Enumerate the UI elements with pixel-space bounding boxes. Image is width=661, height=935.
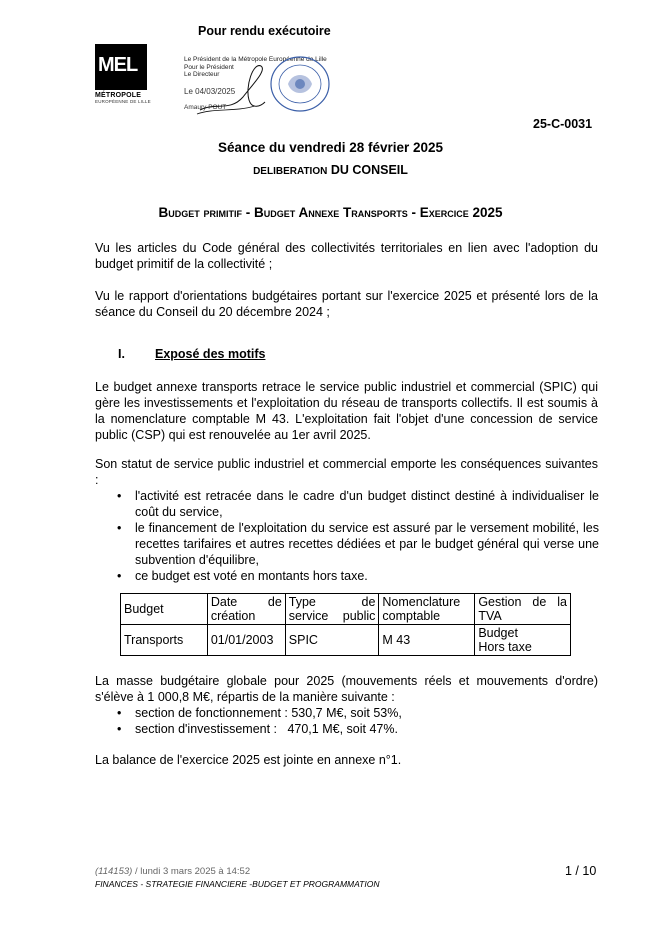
table-header-row xyxy=(121,594,571,625)
bullet-icon: • xyxy=(117,569,122,583)
signature-line: Le Directeur xyxy=(184,71,220,78)
list-item: • le financement de l'exploitation du service est assuré par le versement mobilité, les recettes tarifaires et autres recettes dédiées et par le budget général qui verse une subvention d'équilibre, xyxy=(117,521,599,567)
signature-name: Amaury POUT xyxy=(184,104,227,111)
list-item: • section d'investissement : 470,1 M€, soit 47%. xyxy=(117,722,398,736)
table-header-cell: Gestion de la TVA xyxy=(475,594,571,625)
page-number: 1 / 10 xyxy=(565,864,597,878)
vat-line: Hors taxe xyxy=(478,640,532,654)
mel-logo xyxy=(95,44,151,104)
table-cell: SPIC xyxy=(285,625,379,656)
body-paragraph: Son statut de service public industriel et commercial emporte les conséquences suivantes : xyxy=(95,457,598,487)
table-header-cell: Type de service public xyxy=(285,594,379,625)
budget-info-table xyxy=(120,593,571,656)
table-cell: M 43 xyxy=(379,625,475,656)
executory-note: Pour rendu exécutoire xyxy=(198,24,331,38)
intro-paragraph: Vu les articles du Code général des collectivités territoriales en lien avec l'adoption du budget primitif de la collectivité ; xyxy=(95,241,598,271)
bullet-icon: • xyxy=(117,706,122,720)
table-header-cell: Date de création xyxy=(207,594,285,625)
bullet-icon: • xyxy=(117,722,122,736)
list-item: • ce budget est voté en montants hors taxe. xyxy=(117,569,368,583)
official-seal xyxy=(262,54,332,114)
main-title xyxy=(0,205,661,220)
session-title: Séance du vendredi 28 février 2025 xyxy=(217,140,444,155)
deliberation-reference: 25-C-0031 xyxy=(533,117,593,131)
signature-line: Le Président de la Métropole Européenne de Lille xyxy=(184,56,327,63)
list-item: • l'activité est retracée dans le cadre d'un budget distinct destiné à individualiser le coût du service, xyxy=(117,489,599,519)
table-header-cell: Nomenclature comptable xyxy=(379,594,475,625)
section-heading xyxy=(118,347,265,361)
section-number: I. xyxy=(118,347,125,361)
intro-paragraph: Vu le rapport d'orientations budgétaires portant sur l'exercice 2025 et présenté lors de la séance du Conseil du 20 décembre 2024 ; xyxy=(95,289,598,319)
consequences-list xyxy=(113,488,599,584)
logo-subtitle: MÉTROPOLE xyxy=(95,92,142,99)
table-cell: 01/01/2003 xyxy=(207,625,285,656)
footer-info xyxy=(95,866,379,890)
deliberation-word: DELIBERATION xyxy=(253,166,328,177)
bullet-icon: • xyxy=(117,489,122,503)
table-cell: Transports xyxy=(121,625,208,656)
body-paragraph: Le budget annexe transports retrace le service public industriel et commercial (SPIC) qui gère les investissements et l'exploitation du réseau de transports collectifs. Il est soumis à la nomenclature comptable M 43. L'exploitation fait l'objet d'une concession de service public (CSP) qui est renouvelée au 1er avril 2025. xyxy=(95,380,598,442)
logo-text: MEL xyxy=(98,54,138,76)
budget-split-list xyxy=(113,705,599,737)
signature-date: Le 04/03/2025 xyxy=(184,87,236,96)
bullet-icon: • xyxy=(117,521,122,535)
section-title: Exposé des motifs xyxy=(155,347,266,361)
body-paragraph: La balance de l'exercice 2025 est jointe en annexe n°1. xyxy=(95,753,402,767)
body-paragraph: La masse budgétaire globale pour 2025 (mouvements réels et mouvements d'ordre) s'élève à 1 000,8 M€, répartis de la manière suivante : xyxy=(95,674,598,704)
vat-line: Budget xyxy=(478,626,518,640)
signature-line: Pour le Président xyxy=(184,63,234,71)
footer-id: (114153) xyxy=(95,866,133,877)
table-header-cell: Budget xyxy=(121,594,208,625)
deliberation-council: DU CONSEIL xyxy=(327,163,408,177)
list-item: • section de fonctionnement : 530,7 M€, soit 53%, xyxy=(117,706,402,720)
logo-tagline: EUROPÉENNE DE LILLE xyxy=(95,99,151,104)
footer-timestamp: / lundi 3 mars 2025 à 14:52 xyxy=(132,866,251,877)
table-row xyxy=(121,625,571,656)
footer-department: FINANCES - STRATEGIE FINANCIERE -BUDGET ET PROGRAMMATION xyxy=(95,879,380,889)
main-title-text: Budget primitif - Budget Annexe Transports - Exercice 2025 xyxy=(158,205,503,220)
table-cell xyxy=(475,625,571,656)
deliberation-heading xyxy=(0,163,661,177)
logo-mark xyxy=(95,44,147,90)
